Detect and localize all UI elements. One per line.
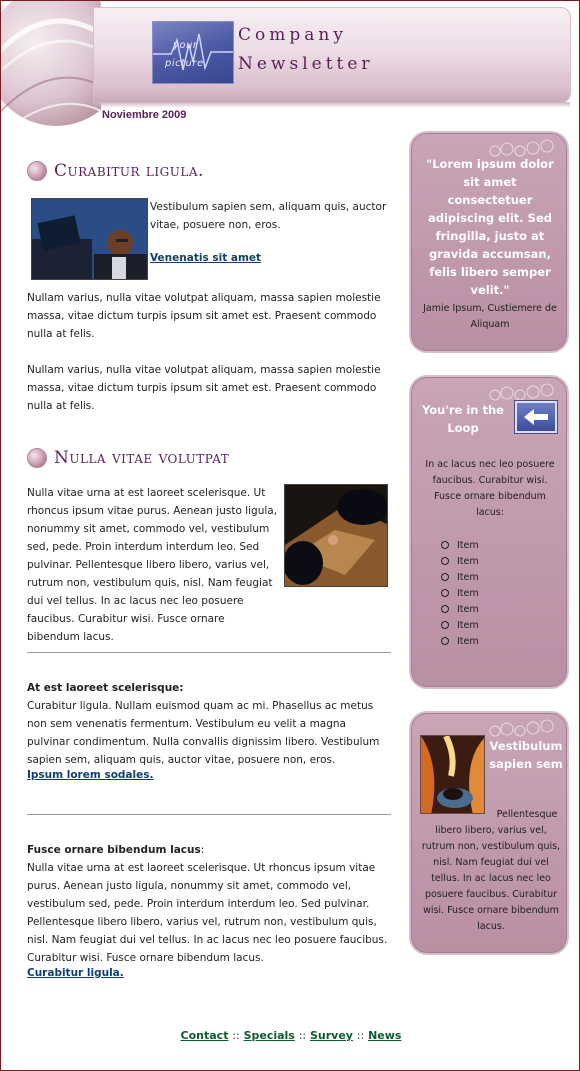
sidebar-loop-box [409,375,569,689]
footer-separator: :: [356,1029,365,1042]
article-2-text [27,484,279,646]
block-1-heading: At est laoreet scelerisque: [27,682,184,694]
circle-bullet-icon [441,589,449,597]
testimonial-attribution: Jamie Ipsum, Custiemere de Aliquam [423,303,557,330]
footer-separator: :: [298,1029,307,1042]
article-1-intro-block [150,198,390,264]
circle-bullet-icon [441,621,449,629]
logo-placeholder [152,21,234,84]
sidebar-quote-box [409,131,569,353]
newsletter-title-line2: Newsletter [238,54,374,74]
block-2-heading-colon: : [200,844,205,856]
block-1-link[interactable]: Ipsum lorem sodales. [27,769,154,781]
logo-text-line2: picture [165,58,204,69]
footer-link-specials[interactable]: Specials [243,1029,295,1042]
back-arrow-button[interactable] [515,401,557,433]
list-item [441,617,479,633]
block-1-text: Curabitur ligula. Nullam euismod quam ac mi. Phasellus ac metus non sem venenatis fermentum. Vestibulum eu velit a magna pulvinar condimentum. Nulla convallis dignissim libero. Vestibulum sapien sem, aliquam quis, auctor vitae, posuere non, eros. [27,700,380,766]
block-2-text: Nulla vitae urna at est laoreet scelerisque. Ut rhoncus ipsum vitae purus. Aenean justo ligula, nonummy sit amet, commodo vel, vestibulum sed, pede. Proin interdum interdum leo. Sed pulvinar. Pellentesque libero libero, varius vel, rutrum non, vestibulum quis, nisl. Nam feugiat dui vel tellus. In ac lacus nec leo posuere faucibus. Curabitur wisi. Fusce ornare bibendum lacus. [27,862,388,964]
loop-item-list [441,537,479,649]
article-1-link[interactable]: Venenatis sit amet [150,252,262,264]
article-1-title: Curabitur ligula. [54,161,204,181]
block-2-heading-wrap [27,841,391,859]
newsletter-title-line1: Company [238,25,347,45]
list-item [441,569,479,585]
divider [27,814,391,815]
article-1-paragraph-2: Nullam varius, nulla vitae volutpat aliquam, massa sapien molestie massa, vitae dictum turpis ipsum sit amet est. Praesent commodo nulla at felis. [27,364,381,412]
article-2-header [27,438,391,478]
circle-bullet-icon [441,557,449,565]
bubbles-decoration [487,719,557,739]
article-1-intro: Vestibulum sapien sem, aliquam quis, auctor vitae, posuere non, eros. [150,201,387,231]
divider [27,652,391,653]
testimonial-quote: "Lorem ipsum dolor sit amet consectetuer adipiscing elit. Sed fringilla, justo at gravida accumsan, felis libero semper velit." [426,157,554,297]
footer-link-survey[interactable]: Survey [309,1029,353,1042]
circle-bullet-icon [441,573,449,581]
circle-bullet-icon [441,637,449,645]
bullet-icon [27,448,47,468]
block-1 [27,679,391,781]
feature-text-rest: libero libero, varius vel, rutrum non, vestibulum quis, nisl. Nam feugiat dui vel tellus. In ac lacus nec leo posuere faucibus. Curabitur wisi. Fusce ornare bibendum lacus. [421,825,561,932]
issue-date: Noviembre 2009 [102,109,187,121]
article-1-header [27,151,391,191]
header-swirl-decoration [1,1,101,131]
businessman-photo [31,198,148,280]
arrow-left-icon [517,403,555,431]
list-item [441,553,479,569]
loop-title: You're in the Loop [422,403,504,435]
list-item [441,537,479,553]
list-item-label: Item [457,539,479,551]
circle-bullet-icon [441,605,449,613]
list-item-label: Item [457,635,479,647]
canyon-photo [420,735,485,814]
feature-text [419,807,563,935]
sidebar-feature-box [409,711,569,955]
block-2-heading: Fusce ornare bibendum lacus [27,844,201,856]
list-item [441,585,479,601]
handshake-photo [284,484,388,587]
loop-text: In ac lacus nec leo posuere faucibus. Curabitur wisi. Fusce ornare bibendum lacus: [425,459,555,518]
list-item-label: Item [457,555,479,567]
footer-link-contact[interactable]: Contact [180,1029,229,1042]
list-item-label: Item [457,603,479,615]
list-item [441,633,479,649]
feature-title: Vestibulum sapien sem [489,739,563,771]
article-2-text-body: Nulla vitae urna at est laoreet scelerisque. Ut rhoncus ipsum vitae purus. Aenean justo ligula, nonummy sit amet, commodo vel, vestibulum sed, pede. Proin interdum interdum leo. Sed pulvinar. Pellentesque libero libero, varius vel, rutrum non, vestibulum quis, nisl. Nam feugiat dui vel tellus. In ac lacus nec leo posuere faucibus. Curabitur wisi. Fusce ornare bibendum lacus. [27,487,278,643]
bubbles-decoration [487,383,557,403]
footer-nav [1,1029,580,1042]
main-content [27,151,391,979]
article-1 [27,151,391,417]
article-2-title: Nulla vitae volutpat [54,448,230,468]
list-item-label: Item [457,587,479,599]
circle-bullet-icon [441,541,449,549]
logo-text-line1: your [173,40,198,51]
list-item [441,601,479,617]
bullet-icon [27,161,47,181]
header [1,1,580,131]
block-2-link[interactable]: Curabitur ligula. [27,967,124,979]
article-1-paragraph-1: Nullam varius, nulla vitae volutpat aliquam, massa sapien molestie massa, vitae dictum turpis ipsum sit amet est. Praesent commodo nulla at felis. [27,292,381,340]
feature-text-first: Pellentesque [496,809,558,820]
footer-separator: :: [232,1029,240,1042]
list-item-label: Item [457,619,479,631]
block-2 [27,841,391,979]
footer-link-news[interactable]: News [368,1029,402,1042]
list-item-label: Item [457,571,479,583]
